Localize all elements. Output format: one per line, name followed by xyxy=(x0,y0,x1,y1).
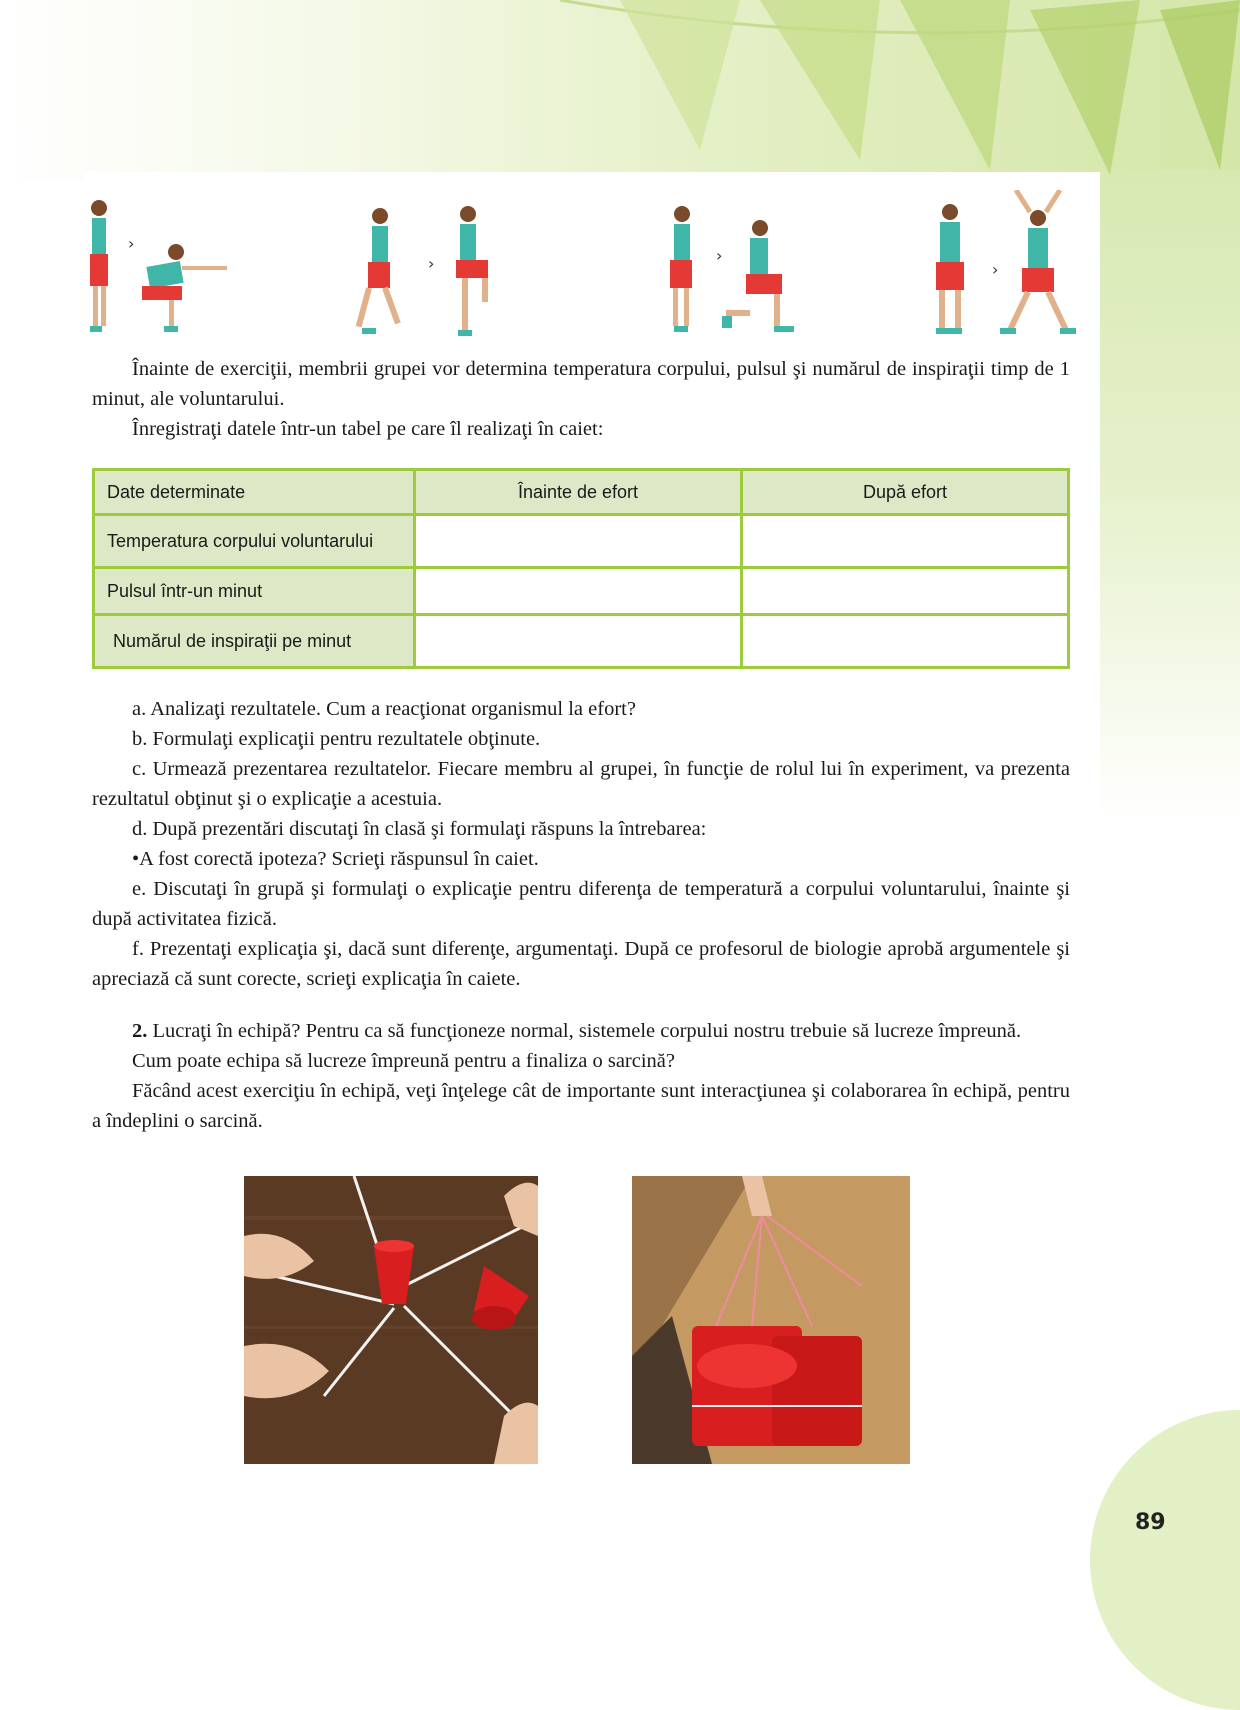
intro-text xyxy=(92,354,1070,444)
row-label: Pulsul într-un minut xyxy=(94,568,415,615)
task-bullet: •A fost corectă ipoteza? Scrieţi răspunsul în caiet. xyxy=(132,848,539,870)
section-2-paragraph-3: Făcând acest exerciţiu în echipă, veţi înţelege cât de importante sunt interacţiunea şi colaborarea în echipă, pentru a îndeplini o sarcină. xyxy=(92,1080,1070,1132)
table-cell xyxy=(742,615,1069,668)
section-2-paragraph-2: Cum poate echipa să lucreze împreună pentru a finaliza o sarcină? xyxy=(132,1050,675,1072)
page-number: 89 xyxy=(1135,1510,1166,1535)
cup-stacking-photo-1 xyxy=(244,1176,538,1464)
arrow-icon: › xyxy=(128,234,135,253)
palm-leaf-decoration xyxy=(0,0,1240,180)
table-row xyxy=(94,515,1069,568)
task-a: a. Analizaţi rezultatele. Cum a reacţionat organismul la efort? xyxy=(132,698,636,720)
row-label: Numărul de inspiraţii pe minut xyxy=(94,615,415,668)
task-b: b. Formulaţi explicaţii pentru rezultatele obţinute. xyxy=(132,728,541,750)
table-cell xyxy=(742,515,1069,568)
table-header-cell: După efort xyxy=(742,470,1069,515)
task-f: f. Prezentaţi explicaţia şi, dacă sunt diferenţe, argumentaţi. După ce profesorul de biologie aprobă argumentele şi apreciază că sunt corecte, scrieţi explicaţia în caiete. xyxy=(92,938,1070,990)
jumping-jack-exercise-figure xyxy=(936,190,1076,334)
arrow-icon: › xyxy=(716,246,723,265)
task-list xyxy=(92,694,1070,994)
task-c: c. Urmează prezentarea rezultatelor. Fiecare membru al grupei, în funcţie de rolul lui în experiment, va prezenta rezultatul obţinut şi o explicaţie a acestuia. xyxy=(92,758,1070,810)
arrow-icon: › xyxy=(992,260,999,279)
section-number: 2. xyxy=(132,1020,148,1042)
section-2-paragraph-1 xyxy=(92,1016,1070,1046)
table-cell xyxy=(415,568,742,615)
table-row xyxy=(94,615,1069,668)
squat-exercise-figure xyxy=(90,200,227,332)
task-e: e. Discutaţi în grupă şi formulaţi o explicaţie pentru diferenţa de temperatură a corpului voluntarului, înainte şi după activitatea fizică. xyxy=(92,878,1070,930)
table-cell xyxy=(742,568,1069,615)
table-header-cell: Date determinate xyxy=(94,470,415,515)
arrow-icon: › xyxy=(428,254,435,273)
table-cell xyxy=(415,515,742,568)
section-2-text: Lucraţi în echipă? Pentru ca să funcţioneze normal, sistemele corpului nostru trebuie să lucreze împreună. xyxy=(147,1020,1022,1042)
table-header-cell: Înainte de efort xyxy=(415,470,742,515)
background-leaves-right xyxy=(1100,170,1240,820)
table-cell xyxy=(415,615,742,668)
cup-stacking-photo-2 xyxy=(632,1176,910,1464)
section-2 xyxy=(92,1016,1070,1136)
row-label: Temperatura corpului voluntarului xyxy=(94,515,415,568)
data-table xyxy=(92,468,1070,669)
high-knees-exercise-figure xyxy=(356,206,488,336)
lunge-exercise-figure xyxy=(670,206,794,332)
table-row xyxy=(94,568,1069,615)
intro-paragraph-1: Înainte de exerciţii, membrii grupei vor determina temperatura corpului, pulsul şi numărul de inspiraţii timp de 1 minut, ale voluntarului. xyxy=(92,358,1070,410)
page-corner-decoration xyxy=(1090,1410,1240,1710)
exercise-figures xyxy=(84,190,1084,350)
intro-paragraph-2: Înregistraţi datele într-un tabel pe care îl realizaţi în caiet: xyxy=(132,418,604,440)
task-d: d. După prezentări discutaţi în clasă şi formulaţi răspuns la întrebarea: xyxy=(132,818,707,840)
table-header-row xyxy=(94,470,1069,515)
